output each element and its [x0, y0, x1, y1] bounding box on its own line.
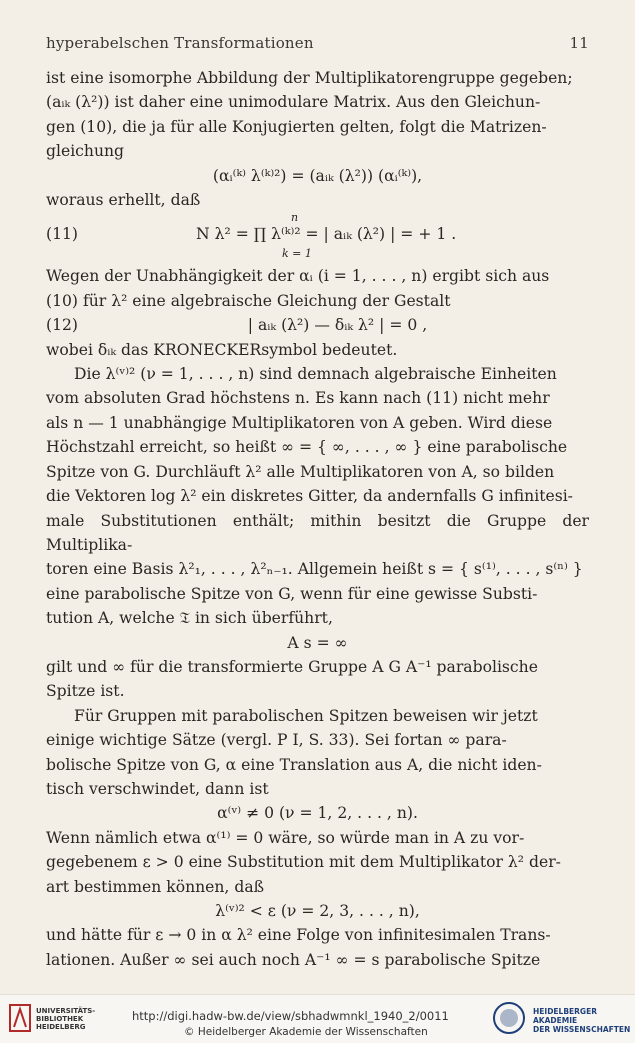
- text-line: bolische Spitze von G, α eine Translation aus A, die nicht iden-: [46, 755, 542, 774]
- text-line: Wegen der Unabhängigkeit der αᵢ (i = 1, . . . , n) ergibt sich aus: [46, 267, 550, 286]
- text-line: gilt und ∞ für die transformierte Gruppe A G A⁻¹ parabolische: [46, 657, 538, 676]
- copyright-notice: © Heidelberger Akademie der Wissenschaften: [184, 1026, 428, 1038]
- text-line: einige wichtige Sätze (vergl. P I, S. 33). Sei fortan ∞ para-: [46, 731, 507, 750]
- product-lower-limit: k = 1: [282, 247, 312, 261]
- text-line: als n — 1 unabhängige Multiplikatoren von A geben. Wird diese: [46, 413, 553, 432]
- text-line: toren eine Basis λ²₁, . . . , λ²ₙ₋₁. Allgemein heißt s = { s⁽¹⁾, . . . , s⁽ⁿ⁾ }: [46, 560, 583, 579]
- equation-11: [46, 212, 589, 264]
- running-title: hyperabelschen Transformationen: [46, 34, 314, 52]
- equation-alpha: α⁽ᵛ⁾ ≠ 0 (ν = 1, 2, . . . , n).: [217, 804, 418, 823]
- page-body: [46, 66, 589, 972]
- text-line: Höchstzahl erreicht, so heißt ∞ = { ∞, . . . , ∞ } eine parabolische: [46, 438, 568, 457]
- academy-seal-icon: [492, 1001, 526, 1035]
- text-line: eine parabolische Spitze von G, wenn für eine gewisse Substi-: [46, 584, 538, 603]
- equation-12: [46, 313, 589, 337]
- text-line: tisch verschwindet, dann ist: [46, 779, 269, 798]
- text-line: vom absoluten Grad höchstens n. Es kann nach (11) nicht mehr: [46, 389, 550, 408]
- text-line: ist eine isomorphe Abbildung der Multiplikatorengruppe gegeben;: [46, 69, 573, 87]
- text-line: und hätte für ε → 0 in α λ² eine Folge von infinitesimalen Trans-: [46, 926, 551, 945]
- equation-expression: N λ² = ∏ λ⁽ᵏ⁾² = | aᵢₖ (λ²) | = + 1 .: [196, 225, 457, 244]
- university-library-logo-icon: [8, 1003, 32, 1033]
- digitization-footer: [0, 994, 635, 1043]
- text-line: (aᵢₖ (λ²)) ist daher eine unimodulare Matrix. Aus den Gleichun-: [46, 93, 541, 112]
- equation-lambda: λ⁽ᵛ⁾² < ε (ν = 2, 3, . . . , n),: [215, 902, 420, 920]
- text-line: art bestimmen können, daß: [46, 877, 265, 896]
- text-line: Für Gruppen mit parabolischen Spitzen beweisen wir jetzt: [74, 706, 538, 725]
- text-line: (10) für λ² eine algebraische Gleichung der Gestalt: [46, 291, 451, 310]
- equation-expression: | aᵢₖ (λ²) — δᵢₖ λ² | = 0 ,: [247, 316, 428, 335]
- text-line: male Substitutionen enthält; mithin besitzt die Gruppe der Multiplika-: [46, 511, 589, 554]
- page-number: 11: [569, 34, 589, 52]
- text-line: Spitze von G. Durchläuft λ² alle Multiplikatoren von A, so bilden: [46, 462, 555, 481]
- text-line: gleichung: [46, 142, 125, 161]
- text-line: tution A, welche 𝔗 in sich überführt,: [46, 609, 333, 628]
- academy-name: HEIDELBERGER AKADEMIE DER WISSENSCHAFTEN: [533, 1007, 631, 1034]
- text-line: Wenn nämlich etwa α⁽¹⁾ = 0 wäre, so würde man in A zu vor-: [46, 828, 525, 847]
- text-line: die Vektoren log λ² ein diskretes Gitter, da andernfalls G infinitesi-: [46, 487, 573, 506]
- text-line: wobei δᵢₖ das KRONECKERsymbol bedeutet.: [46, 340, 398, 359]
- text-line: Die λ⁽ᵛ⁾² (ν = 1, . . . , n) sind demnach algebraische Einheiten: [74, 365, 557, 384]
- text-line: woraus erhellt, daß: [46, 191, 201, 210]
- equation-label: (12): [46, 316, 79, 335]
- equation-As: A s = ∞: [287, 633, 348, 652]
- text-line: gegebenem ε > 0 eine Substitution mit dem Multiplikator λ² der-: [46, 853, 561, 872]
- permalink-url[interactable]: http://digi.hadw-bw.de/view/sbhadwmnkl_1940_2/0011: [132, 1009, 449, 1023]
- text-line: gen (10), die ja für alle Konjugierten gelten, folgt die Matrizen-: [46, 117, 547, 136]
- library-name: UNIVERSITÄTS- BIBLIOTHEK HEIDELBERG: [36, 1007, 96, 1031]
- text-line: lationen. Außer ∞ sei auch noch A⁻¹ ∞ = s parabolische Spitze: [46, 950, 541, 969]
- text-line: Spitze ist.: [46, 682, 125, 701]
- product-upper-limit: n: [291, 211, 299, 225]
- equation-matrix: (αᵢ⁽ᵏ⁾ λ⁽ᵏ⁾²) = (aᵢₖ (λ²)) (αᵢ⁽ᵏ⁾),: [212, 166, 423, 185]
- equation-label: (11): [46, 225, 79, 244]
